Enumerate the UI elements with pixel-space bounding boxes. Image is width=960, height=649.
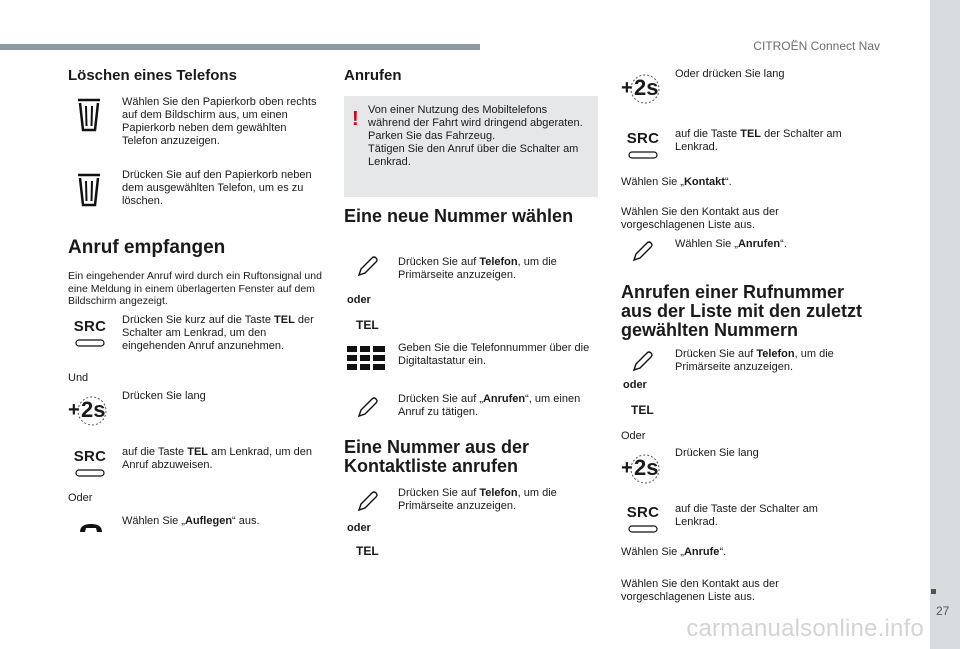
c3-step-5: Wählen Sie „Anrufen“. (675, 238, 787, 250)
section-title-anrufliste: Anrufen einer Rufnummer aus der Liste mit den zuletzt gewählten Nummern (621, 282, 863, 340)
src-steering-icon (73, 318, 107, 353)
two-seconds-label: 2s (81, 397, 106, 422)
c3-step-2: auf die Taste TEL der Schalter am Lenkrad. (675, 128, 842, 153)
loeschen-step-2: Drücken Sie auf den Papierkorb neben dem ausgewählten Telefon, um es zu löschen. (122, 169, 312, 207)
empfangen-und: Und (68, 372, 89, 384)
c3-step-3: Wählen Sie „Kontakt“. (621, 176, 732, 188)
long-press-2s-icon (619, 73, 665, 105)
two-seconds-label: 2s (634, 75, 659, 100)
page-number: 27 (936, 604, 950, 618)
tel-key-label: TEL (356, 318, 379, 332)
kontakt-step-1: Drücken Sie auf Telefon, um die Primärseite anzuzeigen. (398, 487, 557, 512)
tel-key-label: TEL (356, 544, 379, 558)
empfangen-step-1: Drücken Sie kurz auf die Taste TEL der Schalter am Lenkrad, um den eingehenden Anruf anzunehmen. (122, 314, 314, 352)
header-rule (0, 44, 480, 50)
steering-button-icon (626, 150, 660, 160)
section-title-empfangen: Anruf empfangen (68, 237, 226, 258)
phone-handset-icon (357, 490, 379, 512)
empfangen-intro: Ein eingehender Anruf wird durch ein Ruftonsignal und eine Meldung in einem überlagerten Fenster auf dem Bildschirm angezeigt. (68, 270, 322, 307)
steering-button-icon (626, 524, 660, 534)
neue-step-3: Drücken Sie auf „Anrufen“, um einen Anruf zu tätigen. (398, 393, 581, 418)
page-edge-strip (930, 0, 960, 649)
empfangen-step-2: Drücken Sie lang (122, 390, 206, 402)
plus-symbol: + (621, 77, 633, 99)
src-label: SRC (626, 130, 660, 147)
warning-icon: ! (352, 108, 359, 130)
section-title-neue-nummer: Eine neue Nummer wählen (344, 206, 574, 226)
hang-up-icon (77, 520, 105, 536)
page-marker (931, 589, 936, 594)
liste-step-1: Drücken Sie auf Telefon, um die Primärseite anzuzeigen. (675, 348, 834, 373)
two-seconds-label: 2s (634, 455, 659, 480)
steering-button-icon (73, 338, 107, 348)
liste-step-3: auf die Taste der Schalter am Lenkrad. (675, 503, 818, 528)
src-label: SRC (73, 448, 107, 465)
loeschen-step-1: Wählen Sie den Papierkorb oben rechts auf dem Bildschirm aus, um einen Papierkorb neben dem gewählten Telefon anzuzeigen. (122, 96, 317, 147)
liste-oder-2: Oder (621, 430, 646, 442)
c3-step-1: Oder drücken Sie lang (675, 68, 785, 80)
src-steering-icon (626, 130, 660, 165)
liste-step-2: Drücken Sie lang (675, 447, 759, 459)
warning-note (344, 96, 598, 197)
empfangen-step-3: auf die Taste TEL am Lenkrad, um den Anruf abzuweisen. (122, 446, 312, 471)
src-label: SRC (626, 504, 660, 521)
phone-handset-icon (632, 240, 654, 262)
src-steering-icon (626, 504, 660, 539)
section-title-kontaktliste: Eine Nummer aus der Kontaktliste anrufen (344, 437, 530, 476)
kontakt-oder: oder (347, 522, 371, 534)
phone-handset-icon (357, 255, 379, 277)
liste-oder: oder (623, 379, 647, 391)
warning-text: Von einer Nutzung des Mobiltelefons während der Fahrt wird dringend abgeraten. Parken Sie das Fahrzeug. Tätigen Sie den Anruf über die Schalter am Lenkrad. (368, 104, 583, 168)
trash-icon (77, 98, 101, 132)
neue-oder: oder (347, 294, 371, 306)
empfangen-step-4: Wählen Sie „Auflegen“ aus. (122, 515, 260, 527)
liste-step-4: Wählen Sie „Anrufe“. (621, 546, 727, 558)
brand-label: CITROËN Connect Nav (753, 39, 880, 53)
neue-step-2: Geben Sie die Telefonnummer über die Digitaltastatur ein. (398, 342, 590, 367)
long-press-2s-icon (66, 395, 112, 427)
empfangen-oder: Oder (68, 492, 93, 504)
keypad-icon (347, 346, 385, 372)
phone-handset-icon (632, 350, 654, 372)
phone-handset-icon (357, 396, 379, 418)
src-steering-icon (73, 448, 107, 483)
tel-key-label: TEL (631, 403, 654, 417)
long-press-2s-icon (619, 453, 665, 485)
section-title-anrufen: Anrufen (344, 67, 402, 84)
src-label: SRC (73, 318, 107, 335)
trash-icon (77, 173, 101, 207)
steering-button-icon (73, 468, 107, 478)
plus-symbol: + (68, 399, 80, 421)
c3-step-4: Wählen Sie den Kontakt aus der vorgeschlagenen Liste aus. (621, 206, 779, 231)
neue-step-1: Drücken Sie auf Telefon, um die Primärseite anzuzeigen. (398, 256, 557, 281)
section-title-loeschen: Löschen eines Telefons (68, 67, 237, 84)
liste-step-5: Wählen Sie den Kontakt aus der vorgeschlagenen Liste aus. (621, 578, 779, 603)
watermark: carmanualsonline.info (686, 615, 924, 642)
plus-symbol: + (621, 457, 633, 479)
